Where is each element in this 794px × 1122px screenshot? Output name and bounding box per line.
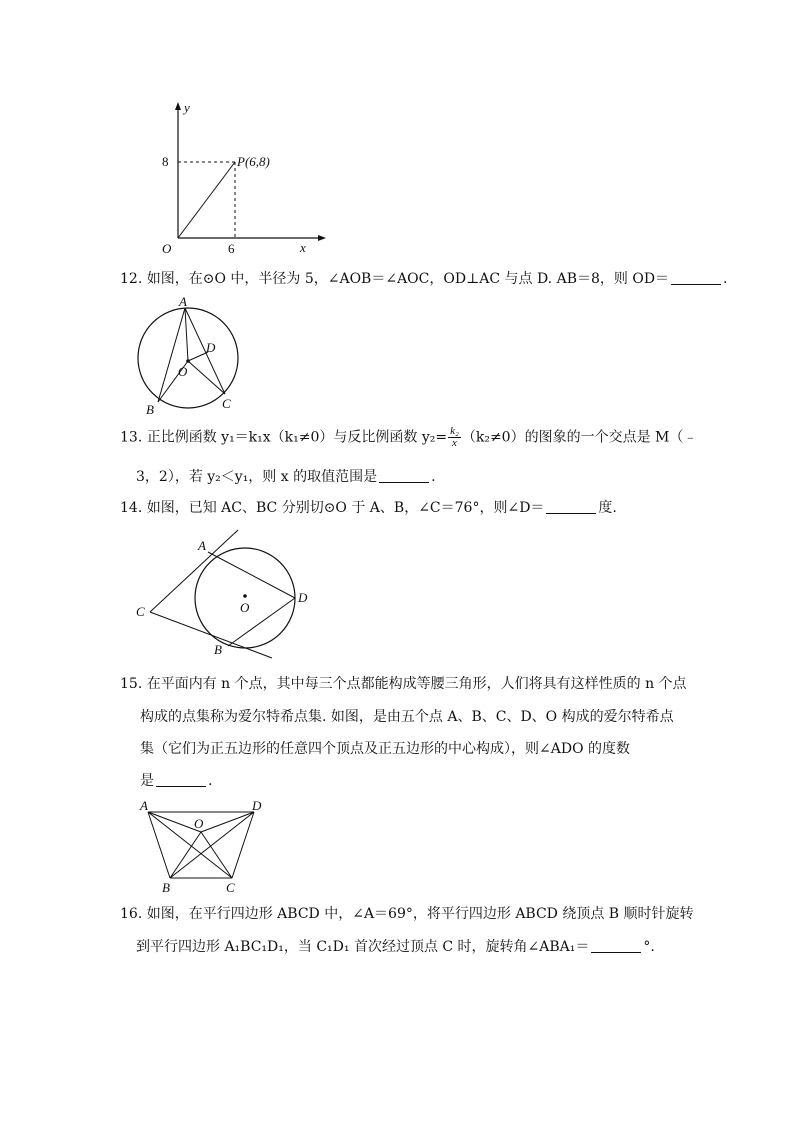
figure-tangent-q14: [130, 526, 308, 666]
q14-answer-blank[interactable]: [546, 499, 596, 514]
point-p-label: P(6,8): [237, 154, 270, 169]
q15-line3: 集（它们为正五边形的任意四个顶点及正五边形的中心构成），则∠ADO 的度数: [140, 741, 630, 757]
q13-answer-blank[interactable]: [379, 468, 429, 483]
q13-part1: 13. 正比例函数 y₁＝k₁x（k₁≠0）与反比例函数 y₂=: [120, 429, 448, 446]
question-15-line1: [120, 673, 687, 695]
tick-8: 8: [162, 154, 169, 169]
q15-point-d: D: [252, 798, 262, 813]
q15-point-o: O: [194, 816, 204, 831]
x-axis-label: x: [300, 240, 306, 255]
q12-point-d: D: [206, 340, 216, 355]
q12-point-b: B: [146, 402, 154, 417]
q13-part2: （k₂≠0）的图象的一个交点是 M（﹣: [461, 429, 698, 446]
figure-circle-q12: [130, 294, 250, 420]
q15-point-b: B: [162, 880, 170, 895]
q13-line2b: .: [431, 469, 436, 485]
question-16-line1: [120, 903, 694, 925]
q14-point-d: D: [298, 590, 308, 605]
q16-line2a: 到平行四边形 A₁BC₁D₁，当 C₁D₁ 首次经过顶点 C 时，旋转角∠ABA₁＝: [136, 939, 590, 955]
question-16-line2: [136, 936, 696, 958]
y-axis-label: y: [184, 100, 190, 115]
q15-point-c: C: [226, 880, 235, 895]
question-15-line4: [140, 770, 700, 792]
q13-fraction: [448, 426, 461, 449]
figure-coordinate-plane: [140, 96, 330, 256]
q13-frac-den: x: [452, 437, 457, 449]
q15-line4b: .: [208, 773, 213, 789]
q15-line2: 构成的点集称为爱尔特希点集. 如图，是由五个点 A、B、C、D、O 构成的爱尔特希点: [140, 709, 674, 725]
q12-point-c: C: [222, 396, 231, 411]
question-15-line3: [140, 738, 700, 760]
origin-label: O: [162, 241, 172, 256]
q15-answer-blank[interactable]: [156, 772, 206, 787]
q14-point-b: B: [214, 642, 222, 657]
q16-answer-blank[interactable]: [591, 938, 641, 953]
q15-point-a: A: [140, 798, 148, 813]
q14-point-c: C: [136, 604, 145, 619]
q12-text: 12. 如图，在⊙O 中，半径为 5，∠AOB＝∠AOC，OD⊥AC 与点 D. AB＝8，则 OD＝: [120, 271, 670, 287]
question-12: [120, 268, 728, 290]
question-15-line2: [140, 706, 700, 728]
question-13: [120, 425, 698, 449]
tick-6: 6: [228, 241, 235, 256]
q12-point-a: A: [179, 294, 187, 309]
q15-line4a: 是: [140, 773, 154, 789]
q16-line2b: °.: [643, 939, 655, 955]
q12-point-o: O: [178, 364, 188, 379]
q13-frac-num: k₂: [450, 425, 459, 437]
question-14: [120, 497, 680, 519]
q12-tail: .: [723, 271, 728, 287]
q14-tail: 度.: [598, 500, 617, 516]
q14-text: 14. 如图，已知 AC、BC 分别切⊙O 于 A、B，∠C＝76°，则∠D＝: [120, 500, 545, 516]
q16-line1: 16. 如图，在平行四边形 ABCD 中，∠A＝69°，将平行四边形 ABCD 绕顶点 B 顺时针旋转: [120, 906, 694, 922]
q12-answer-blank[interactable]: [671, 270, 721, 285]
q15-line1: 15. 在平面内有 n 个点，其中每三个点都能构成等腰三角形，人们将具有这样性质的 n 个点: [120, 676, 687, 692]
question-13-line2: [136, 466, 696, 488]
q13-line2a: 3，2），若 y₂＜y₁，则 x 的取值范围是: [136, 469, 378, 485]
figure-pentagon-q15: [130, 796, 280, 896]
q14-point-a: A: [198, 538, 206, 553]
q14-point-o: O: [240, 600, 250, 615]
